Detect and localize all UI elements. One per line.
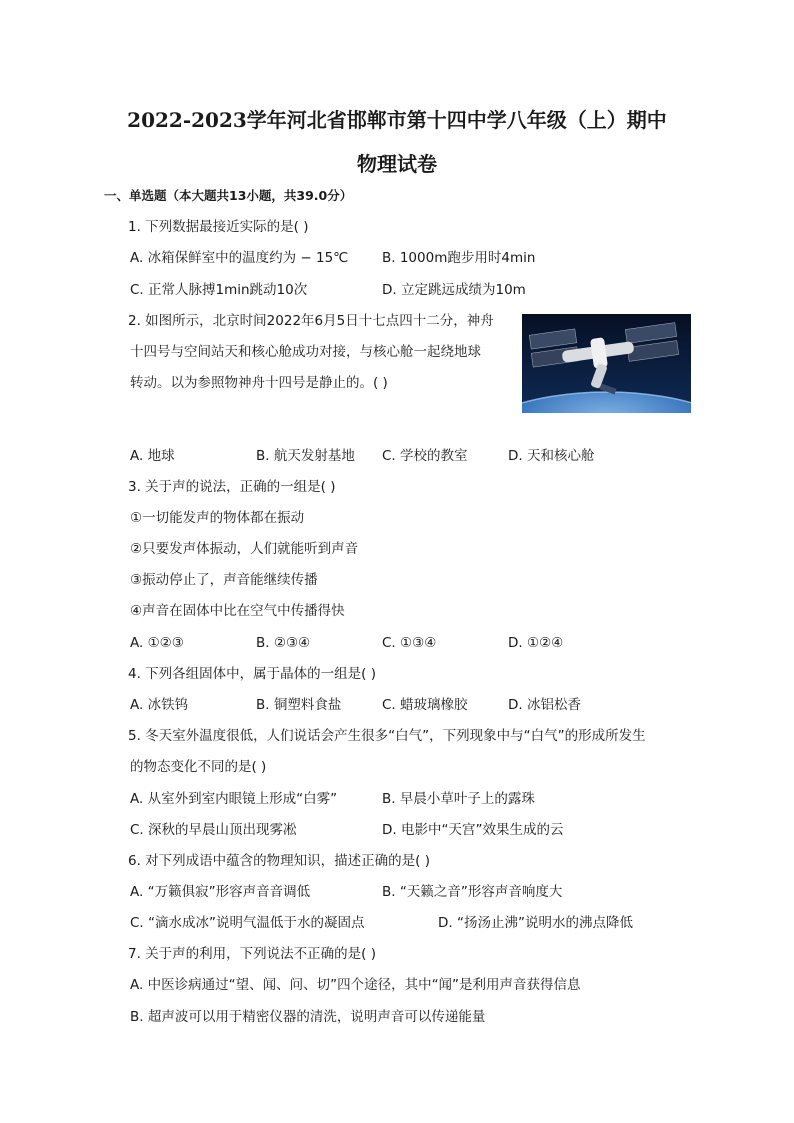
question-1-option-b: B. 1000m跑步用时4min — [382, 250, 536, 266]
question-2-option-a: A. 地球 — [130, 448, 175, 464]
question-7-stem: 7. 关于声的利用，下列说法不正确的是( ) — [128, 946, 376, 962]
question-3-item-3: ③振动停止了，声音能继续传播 — [130, 572, 318, 588]
question-2-stem-line1: 2. 如图所示，北京时间2022年6月5日十七点四十二分，神舟 — [128, 313, 494, 329]
question-3-item-2: ②只要发声体振动，人们就能听到声音 — [130, 541, 359, 557]
question-3-item-4: ④声音在固体中比在空气中传播得快 — [130, 603, 345, 619]
question-6-stem: 6. 对下列成语中蕴含的物理知识，描述正确的是( ) — [128, 853, 430, 869]
question-2-stem-line2: 十四号与空间站天和核心舱成功对接，与核心舱一起绕地球 — [130, 344, 481, 360]
question-5-stem-line1: 5. 冬天室外温度很低，人们说话会产生很多“白气”，下列现象中与“白气”的形成所发生 — [128, 728, 646, 744]
question-6-option-b: B. “天籁之音”形容声音响度大 — [382, 884, 563, 900]
question-4-stem: 4. 下列各组固体中，属于晶体的一组是( ) — [128, 666, 376, 682]
question-4-option-a: A. 冰铁钨 — [130, 697, 189, 713]
question-4-option-b: B. 铜塑料食盐 — [256, 697, 342, 713]
question-2-stem-line3: 转动。以为参照物神舟十四号是静止的。( ) — [130, 375, 388, 391]
question-1-option-d: D. 立定跳远成绩为10m — [382, 282, 526, 298]
question-2-option-c: C. 学校的教室 — [382, 448, 468, 464]
exam-title-line2: 物理试卷 — [357, 152, 437, 176]
question-2-option-b: B. 航天发射基地 — [256, 448, 355, 464]
space-station-illustration — [522, 314, 691, 413]
question-5-option-b: B. 早晨小草叶子上的露珠 — [382, 791, 535, 807]
question-3-item-1: ①一切能发声的物体都在振动 — [130, 510, 305, 526]
exam-title-line1: 2022-2023学年河北省邯郸市第十四中学八年级（上）期中 — [127, 108, 667, 132]
question-6-option-c: C. “滴水成冰”说明气温低于水的凝固点 — [130, 915, 365, 931]
question-3-stem: 3. 关于声的说法，正确的一组是( ) — [128, 479, 336, 495]
question-3-option-b: B. ②③④ — [256, 635, 311, 651]
question-7-option-a: A. 中医诊病通过“望、闻、问、切”四个途径，其中“闻”是利用声音获得信息 — [130, 977, 581, 993]
question-3-option-a: A. ①②③ — [130, 635, 184, 651]
question-7-option-b: B. 超声波可以用于精密仪器的清洗，说明声音可以传递能量 — [130, 1009, 486, 1025]
question-5-option-a: A. 从室外到室内眼镜上形成“白雾” — [130, 791, 338, 807]
question-5-option-c: C. 深秋的早晨山顶出现雾凇 — [130, 822, 297, 838]
question-5-option-d: D. 电影中“天宫”效果生成的云 — [382, 822, 564, 838]
question-4-option-c: C. 蜡玻璃橡胶 — [382, 697, 468, 713]
question-2-option-d: D. 天和核心舱 — [508, 448, 595, 464]
question-4-option-d: D. 冰铝松香 — [508, 697, 581, 713]
section-heading: 一、单选题（本大题共13小题，共39.0分） — [104, 188, 353, 203]
question-6-option-d: D. “扬汤止沸”说明水的沸点降低 — [438, 915, 633, 931]
question-5-stem-line2: 的物态变化不同的是( ) — [130, 759, 267, 775]
question-3-option-c: C. ①③④ — [382, 635, 437, 651]
question-6-option-a: A. “万籁俱寂”形容声音音调低 — [130, 884, 311, 900]
space-station-photo — [522, 314, 691, 413]
question-3-option-d: D. ①②④ — [508, 635, 564, 651]
question-1-option-a: A. 冰箱保鲜室中的温度约为 − 15℃ — [130, 250, 349, 266]
question-1-option-c: C. 正常人脉搏1min跳动10次 — [130, 282, 308, 298]
question-1-stem: 1. 下列数据最接近实际的是( ) — [128, 219, 309, 235]
